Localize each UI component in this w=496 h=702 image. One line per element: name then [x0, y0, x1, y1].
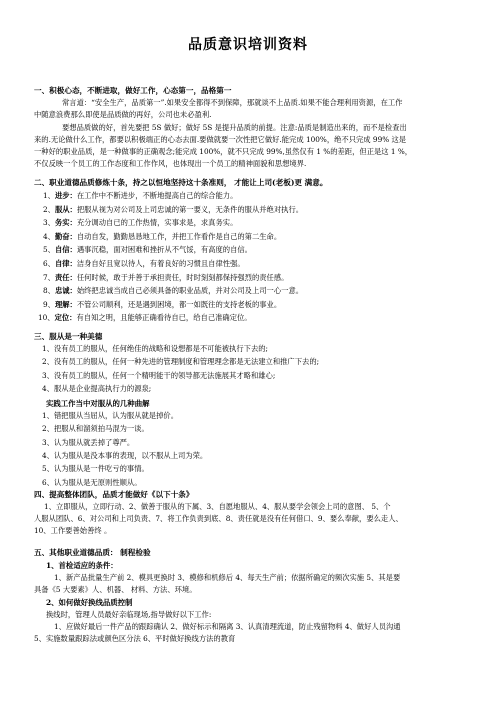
section-2-item [43, 190, 237, 201]
section-2-item-key: 自律： [54, 259, 77, 268]
section-2-item [43, 299, 281, 310]
section-3-subitem: 2、把服从和溜须拍马混为一谈。 [42, 424, 149, 434]
section-2-item-number: 4、 [43, 231, 55, 241]
section-2-item [43, 217, 237, 228]
section-4-heading: 四、提高整体团队，品质才能做好《以下十条》 [34, 490, 194, 499]
section-5-sub-2: 2、如何做好换线品质控制 [46, 598, 133, 607]
section-2-item-number: 10、 [38, 313, 55, 323]
section-2-item-text: 任何时候，敢于并善于承担责任，时时刻刻都保持强烈的责任感。 [76, 272, 289, 282]
section-2-item-text: 充分调动自已的工作热情，实事求是，求真务实。 [76, 218, 238, 228]
section-2-item [43, 244, 252, 255]
section-2-item-number: 8、 [43, 286, 55, 296]
document-title: 品质意识培训资料 [188, 37, 308, 53]
section-2-item-key: 务实： [54, 218, 77, 228]
section-3-subitem: 4、认为服从是没本事的表现，以不服从上司为荣。 [42, 450, 208, 460]
section-2-item-number: 6、 [43, 259, 55, 268]
section-2-item [43, 231, 281, 242]
section-1-line: 来的.无论做什么工作，都要以积极端正的心态去面.要做就要一次性把它做好.能完成 100%，绝不只完成 99% 这是 [34, 135, 407, 144]
section-2-heading: 二、职业道德品质修炼十条，持之以恒地坚持这十条准则， 才能让上司(老板)更 满意。 [34, 178, 328, 187]
section-2-item [43, 204, 303, 215]
section-2-item-text: 有自知之明，且能够正确看待自已，给自己准确定位。 [76, 313, 252, 323]
section-2-item-number: 5、 [43, 245, 55, 255]
section-2-item-text: 遇事沉稳，面对困难和挫折从不气馁，有高度的自信。 [76, 245, 252, 255]
section-3-subitem: 6、认为服从是无原则性顺从。 [42, 477, 142, 487]
section-2-item [43, 285, 303, 296]
section-2-item-text: 始终把忠诚当成自己必须具备的职业品质，并对公司及上司一心一意。 [76, 286, 304, 296]
section-3-heading: 三、服从是一种美德 [34, 332, 103, 341]
section-4-line: 10、工作要善始善终 。 [34, 526, 112, 535]
section-2-item-number: 7、 [43, 272, 55, 282]
section-3-item: 2、没有员工的服从，任何一种先进的管理制度和管理理念都是无法建立和推广下去的; [42, 357, 320, 367]
section-2-item-key: 忠诚： [54, 286, 77, 296]
section-1-line: 一种好的职业品质，是一种做事的正确观念;能完成 100%，就不只完成 99%,虽然仅有 1 %的差距，但正是这 1 %， [34, 147, 413, 156]
section-5-line: 换线时，管理人员最好亲临现场,指导做好以下工作: [46, 610, 212, 619]
section-2-item-number: 1、 [43, 191, 55, 200]
section-3-subitem: 3、认为服从就丢掉了尊严。 [42, 437, 135, 447]
section-2-item-number: 9、 [43, 299, 55, 309]
section-1-line: 中随意浪费那么即使是品质做的再好，公司也未必盈利. [34, 110, 212, 119]
section-1-heading: 一、积极心态，不断进取，做好工作，心态第一，品格第一 [34, 86, 232, 95]
section-2-item [43, 272, 288, 283]
section-2-item-text: 自动自发，勤勤恳恳地工作，并把工作看作是自己的第二生命。 [76, 231, 282, 241]
section-1-line: 常言道：“安全生产，品质第一”.如果安全都得不到保障，那就谈不上品质.如果不能合理利用资源，在工作 [62, 98, 403, 107]
section-2-item-text: 洁身自好且宽以待人，有着良好的习惯且自律性强。 [76, 259, 245, 268]
section-2-item-key: 定位： [54, 313, 77, 323]
section-3-subitem: 5、认为服从是一件吃亏的事情。 [42, 464, 149, 474]
section-2-item-number: 2、 [43, 204, 55, 214]
section-5-line: 1、应做好最后一件产品的跟踪确认 2、做好标示和隔离 3、认真清理流道，防止残留物料 4、做好人员沟通 [54, 622, 401, 631]
section-5-line: 5、实施数量跟踪法或颜色区分法 6、平时做好换线方法的教育 [34, 634, 236, 643]
section-2-item-text: 把服从视为对公司及上司忠诚的第一要义，无条件的服从并绝对执行。 [76, 204, 304, 214]
section-4-line: 人服从团队、6、对公司和上司负责、7、将工作负责到底、8、责任就是没有任何借口、9、要么奉献，要么走人、 [34, 514, 403, 523]
section-2-item-key: 理解： [54, 299, 77, 309]
section-3-subheading: 实践工作当中对服从的几种曲解 [46, 399, 150, 408]
section-5-sub-1: 1、首检适应的条件： [46, 561, 118, 570]
section-2-item-text: 不管公司顺利，还是遇到困境，都一如既往的支持老板的事业。 [76, 299, 282, 309]
section-2-item-key: 自信： [54, 245, 77, 255]
section-5-heading: 五、其他职业道德品质： 制程检验 [34, 548, 151, 557]
section-2-item-key: 进步： [54, 191, 77, 200]
section-5-line: 1、新产品批量生产前 2、模具更换时 3、模修和机修后 4、每天生产前；依据所确定的频次实施 5、其是要 [54, 573, 401, 582]
section-2-item-key: 服从： [54, 204, 77, 214]
section-3-subitem: 1、错把服从当屈从，认为服从就是掉价。 [42, 411, 178, 420]
section-4-line: 1、立即服从，立即行动、2、做善于服从的下属、3、自愿地服从、4、服从要学会领会上司的意图、 5、个 [44, 502, 391, 511]
section-5-line: 具备《5 大要素》人、机器、 材料、方法、环境。 [34, 585, 197, 594]
section-3-item: 1、没有员工的服从，任何绝佳的战略和设想都是不可能被执行下去的; [42, 344, 269, 353]
section-2-item-number: 3、 [43, 218, 55, 228]
section-2-item-text: 在工作中不断进步，不断地提高自己的综合能力。 [76, 191, 238, 200]
section-2-item [43, 258, 245, 269]
section-2-item-key: 责任： [54, 272, 77, 282]
section-2-item-key: 勤奋： [54, 231, 77, 241]
section-1-line: 不仅反映一个员工的工作态度和工作作风，也体现出一个员工的精神面貌和思想境界. [34, 159, 307, 168]
section-1-line: 要想品质做的好，首先要把 5S 做好；做好 5S 是提升品质的前提。注意:品质是制造出来的，而不是检查出 [62, 123, 407, 132]
section-3-item: 3、没有员工的服从，任何一个精明能干的领导都无法施展其才略和雄心; [42, 370, 276, 380]
section-3-item: 4、服从是企业提高执行力的源泉; [42, 383, 152, 393]
section-2-item [38, 312, 252, 323]
